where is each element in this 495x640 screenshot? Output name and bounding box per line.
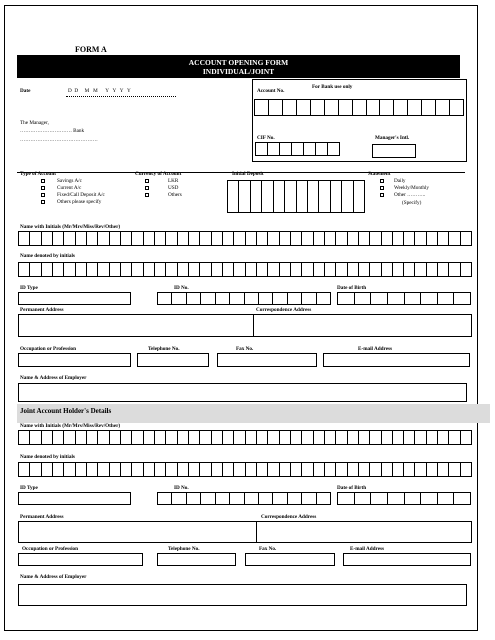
fax-label: Fax No. [236, 346, 254, 352]
header-line-2: INDIVIDUAL/JOINT [202, 67, 275, 76]
weekly-monthly-option: Weekly/Monthly [394, 185, 430, 191]
date-format: D D M M Y Y Y Y [68, 88, 131, 94]
joint-header-title: Joint Account Holder's Details [20, 407, 112, 415]
statement-label: Statement [368, 171, 391, 177]
occupation-label: Occupation or Profession [20, 346, 77, 352]
initial-deposit-label: Initial Deposit [232, 171, 264, 177]
joint-name-denoted-label: Name denoted by initials [20, 454, 75, 460]
joint-dob-grid[interactable] [337, 492, 471, 505]
joint-id-no-label: ID No. [174, 485, 189, 491]
weekly-monthly-checkbox[interactable] [380, 186, 384, 190]
joint-telephone-field[interactable] [157, 553, 236, 566]
occupation-field[interactable] [18, 353, 131, 367]
email-field[interactable] [323, 353, 470, 367]
name-denoted-grid[interactable] [18, 262, 472, 277]
joint-name-initials-grid[interactable] [18, 430, 472, 445]
managers-intl-field[interactable] [372, 144, 416, 158]
telephone-field[interactable] [137, 353, 209, 367]
account-type-label: Type of Account [20, 171, 56, 177]
name-initials-label: Name with Initials (Mr/Mrs/Miss/Rev/Other) [20, 224, 121, 230]
employer-label: Name & Address of Employer [20, 375, 87, 381]
joint-fax-field[interactable] [245, 553, 335, 566]
id-type-field[interactable] [18, 292, 131, 305]
others-account-checkbox[interactable] [41, 200, 45, 204]
bank-use-title: For Bank use only [312, 84, 353, 90]
joint-dob-label: Date of Birth [337, 485, 367, 491]
fixed-deposit-option: Fixed/Call Deposit A/c [57, 192, 105, 198]
fax-field[interactable] [217, 353, 317, 367]
date-label: Date [20, 88, 31, 94]
id-type-label: ID Type [20, 285, 38, 291]
date-field[interactable] [66, 96, 176, 97]
form-header-banner [17, 55, 460, 78]
name-initials-grid[interactable] [18, 231, 472, 246]
other-statement-checkbox[interactable] [380, 193, 384, 197]
id-no-grid[interactable] [157, 292, 331, 305]
joint-email-field[interactable] [343, 553, 471, 566]
address-divider [253, 314, 254, 337]
joint-email-label: E-mail Address [350, 546, 385, 552]
name-denoted-label: Name denoted by initials [20, 253, 75, 259]
daily-checkbox[interactable] [380, 179, 384, 183]
usd-option: USD [168, 185, 179, 191]
statement-specify: (Specify) [402, 200, 422, 206]
usd-checkbox[interactable] [145, 186, 149, 190]
form-title: FORM A [75, 45, 107, 54]
correspondence-address-label: Correspondence Address [256, 307, 312, 313]
addressee-line-1: The Manager, [20, 120, 49, 126]
email-label: E-mail Address [358, 346, 393, 352]
dob-grid[interactable] [337, 292, 471, 305]
joint-permanent-address-label: Permanent Address [20, 514, 64, 520]
id-no-label: ID No. [174, 285, 189, 291]
fixed-deposit-checkbox[interactable] [41, 193, 45, 197]
currency-label: Currency of Account [135, 171, 182, 177]
initial-deposit-grid[interactable] [227, 180, 365, 213]
other-statement-option: Other ……….. [394, 192, 426, 198]
joint-id-type-label: ID Type [20, 485, 38, 491]
header-line-1: ACCOUNT OPENING FORM [188, 58, 289, 67]
joint-id-no-grid[interactable] [157, 492, 331, 505]
current-option: Current A/c [57, 185, 82, 191]
joint-telephone-label: Telephone No. [168, 546, 200, 552]
telephone-label: Telephone No. [148, 346, 180, 352]
employer-field[interactable] [18, 383, 467, 402]
account-no-label: Account No. [257, 88, 285, 94]
joint-correspondence-address-label: Correspondence Address [261, 514, 317, 520]
address-box[interactable] [18, 314, 472, 337]
addressee-line-2: ………………………… Bank [20, 128, 85, 134]
joint-address-divider [256, 521, 257, 543]
joint-id-type-field[interactable] [18, 492, 131, 505]
dob-label: Date of Birth [337, 285, 367, 291]
savings-checkbox[interactable] [41, 179, 45, 183]
lkr-option: LKR [168, 178, 179, 184]
addressee-line-3: ……………………………………… [20, 137, 98, 143]
savings-option: Savings A/c [57, 178, 82, 184]
daily-option: Daily [394, 178, 406, 184]
current-checkbox[interactable] [41, 186, 45, 190]
lkr-checkbox[interactable] [145, 179, 149, 183]
joint-name-denoted-grid[interactable] [18, 462, 472, 477]
joint-employer-label: Name & Address of Employer [20, 574, 87, 580]
permanent-address-label: Permanent Address [20, 307, 64, 313]
joint-occupation-label: Occupation or Profession [22, 546, 79, 552]
others-currency-option: Others [168, 192, 182, 198]
others-currency-checkbox[interactable] [145, 193, 149, 197]
cif-no-grid[interactable] [255, 142, 340, 156]
joint-employer-field[interactable] [18, 584, 467, 606]
cif-no-label: CIF No. [257, 135, 275, 141]
joint-fax-label: Fax No. [259, 546, 277, 552]
joint-occupation-field[interactable] [18, 553, 143, 566]
joint-name-initials-label: Name with Initials (Mr/Mrs/Miss/Rev/Other) [20, 423, 121, 429]
joint-address-box[interactable] [18, 521, 472, 543]
others-account-option: Others please specify [57, 199, 102, 205]
managers-intl-label: Manager's Intl. [375, 135, 410, 141]
account-no-grid[interactable] [254, 99, 464, 116]
